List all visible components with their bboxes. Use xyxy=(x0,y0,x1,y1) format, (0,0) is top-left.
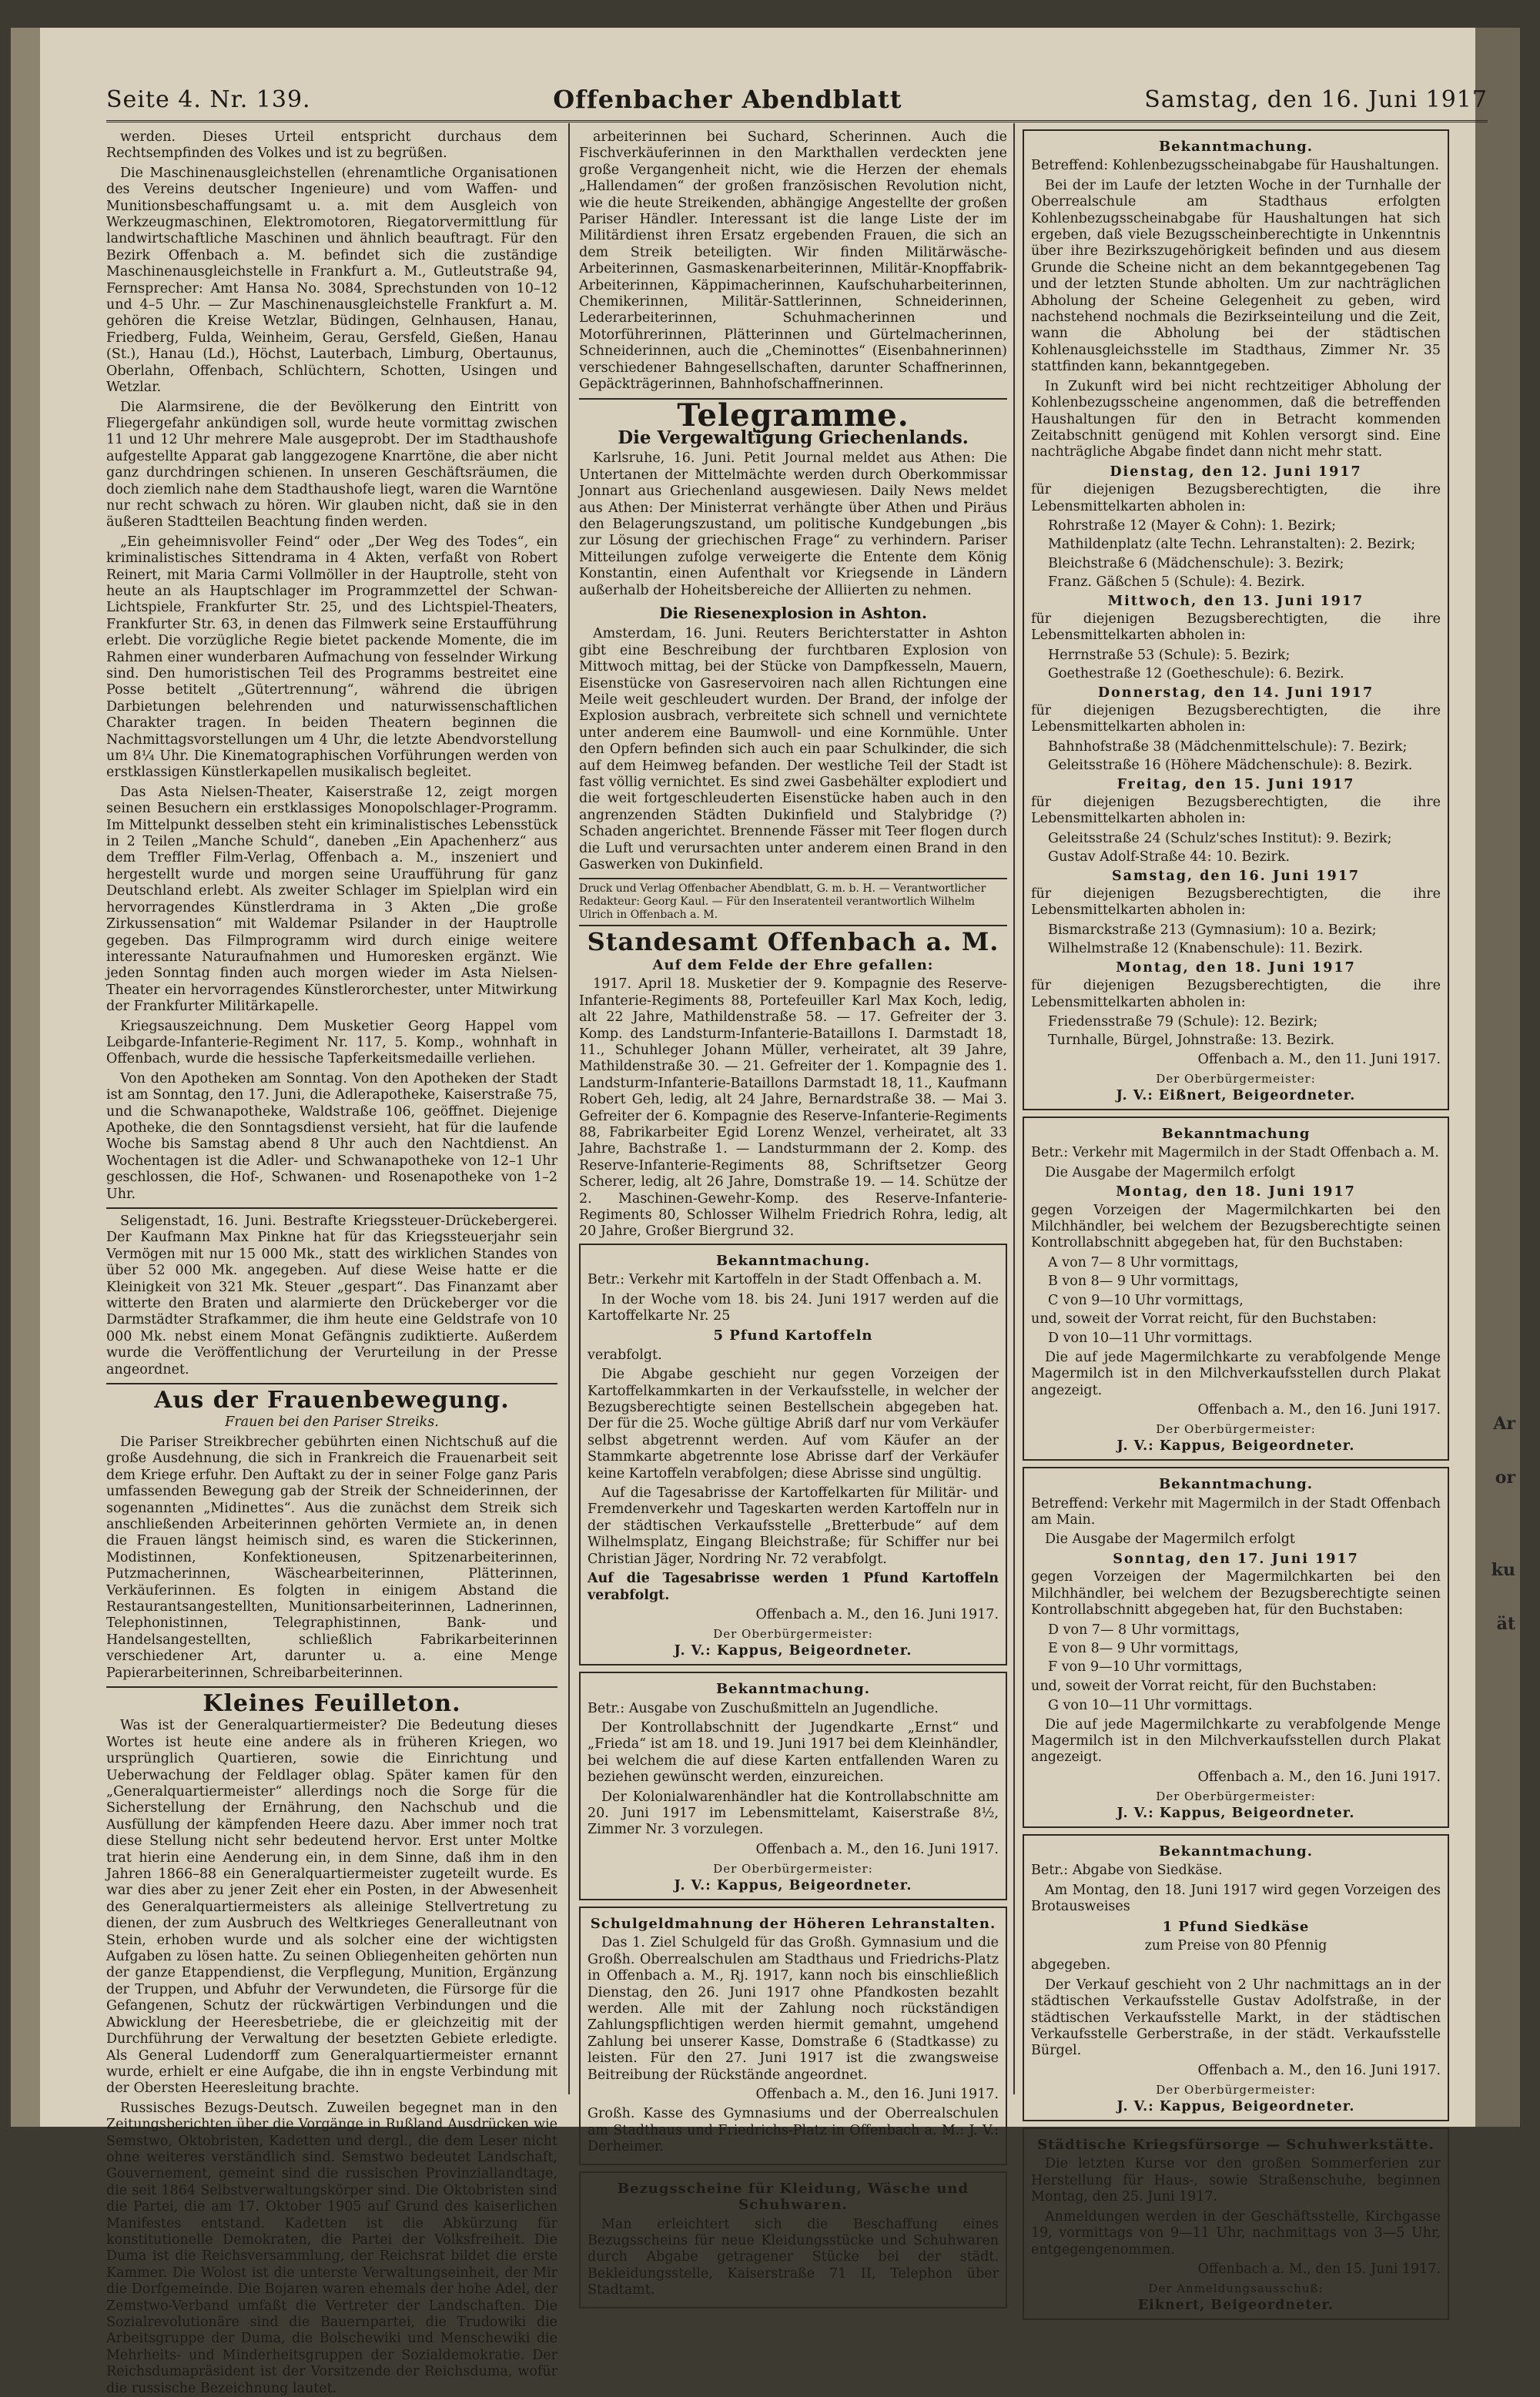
notice-signature: Großh. Kasse des Gymnasiums und der Oberrealschulen am Stadthaus und Friedrichs-Platz in Offenbach a. M.: J. V.: Derheimer. xyxy=(588,2106,999,2155)
notice-subject: Betr.: Verkehr mit Magermilch in der Stadt Offenbach a. M. xyxy=(1031,1145,1439,1161)
schedule-item: A von 7— 8 Uhr vormittags, xyxy=(1048,1254,1239,1270)
notice-subject: Betr.: Ausgabe von Zuschußmitteln an Jugendliche. xyxy=(588,1700,939,1716)
section-subheading: Frauen bei den Pariser Streiks. xyxy=(225,1414,439,1431)
notice-subject: Betreffend: Kohlenbezugsscheinabgabe für Haushaltungen. xyxy=(1031,158,1440,174)
article-paragraph: 1917. April 18. Musketier der 9. Kompagnie des Reserve-Infanterie-Regiments 88, Portefeuiller Karl Max Koch, ledig, alt 22 Jahre, Mathildenstraße 58. — 17. Gefreiter der 3. Komp. des Landsturm-Infanterie-Bataillons I. Darmstadt 18, 11., Schuhleger Johann Müller, verheiratet, alt 39 Jahre, Mathildenstraße 30. — 21. Gefreiter der 1. Kompagnie des 1. Landsturm-Infanterie-Bataillons Darmstadt 18, 11., Kaufmann Robert Geh, ledig, alt 24 Jahre, Bernardstraße 38. — Mai 3. Gefreiter der 6. Kompagnie des Reserve-Infanterie-Regiments 88, Fabrikarbeiter Egid Lorenz Wenzel, verheiratet, alt 33 Jahre, Bachstraße 1. — Landsturmmann der 2. Komp. des Reserve-Infanterie-Regiments 88, Schriftsetzer Georg Scherer, ledig, alt 26 Jahre, Domstraße 19. — 14. Schütze der 2. Maschinen-Gewehr-Komp. des Reserve-Infanterie-Regiments 80, Schlosser Wilhelm Friedrich Rohra, ledig, alt 20 Jahre, Großer Biergrund 32. xyxy=(579,976,1007,1240)
notice-subject: Betr.: Abgabe von Siedkäse. xyxy=(1031,1863,1223,1879)
notice-schulgeld xyxy=(579,1907,1007,2165)
schedule-intro: für diejenigen Bezugsberechtigten, die ihre Lebensmittelkarten abholen in: xyxy=(1031,886,1441,919)
notice-date: Offenbach a. M., den 16. Juni 1917. xyxy=(755,1841,999,1857)
notice-date: Offenbach a. M., den 16. Juni 1917. xyxy=(1197,1769,1441,1785)
schedule-item: Friedensstraße 79 (Schule): 12. Bezirk; xyxy=(1048,1013,1318,1029)
schedule-item: D von 7— 8 Uhr vormittags, xyxy=(1048,1622,1240,1638)
schedule-item: Geleitsstraße 16 (Höhere Mädchenschule): 8. Bezirk. xyxy=(1048,758,1413,774)
article-paragraph: Das Asta Nielsen-Theater, Kaiserstraße 12, zeigt morgen seinen Besuchern ein erstklassiges Monopolschlager-Programm. Im Mittelpunkt desselben steht ein kriminalistisches Lebensstück in 2 Teilen „Manche Schuld“, daneben „Ein Apachenherz“ aus dem Treffler Film-Verlag, Offenbach a. M., inszeniert und hergestellt wurde und morgen seine Uraufführung für ganz Deutschland erlebt. Als zweiter Schlager im Spielplan wird ein hervorragendes Künstlerdrama in 3 Akten „Die große Zirkussensation“ mit Waldemar Psilander in der Hauptrolle gegeben. Das Filmprogramm wird durch einige weitere interessante Naturaufnahmen und Humoresken ergänzt. Wie jeden Sonntag finden auch morgen wieder im Asta Nielsen-Theater ein hervorragendes Künstlerorchester, unter Mitwirkung der Frankfurter Militärkapelle. xyxy=(106,784,557,1015)
column-2 xyxy=(579,129,1007,2298)
section-rule xyxy=(106,1686,557,1688)
schedule-item: C von 9—10 Uhr vormittags, xyxy=(1048,1292,1244,1308)
notice-signature: J. V.: Kappus, Beigeordneter. xyxy=(1116,1438,1355,1454)
adjacent-page-edge xyxy=(1475,28,1520,2127)
notice-text: Man erleichtert sich die Beschaffung eines Bezugsscheins für neue Kleidungsstücke und Schuhwaren durch Abgabe getragener Stücke bei der städt. Bekleidungsstelle, Kaiserstraße 71 II, Telephon über Stadtamt. xyxy=(588,2216,999,2298)
schedule-item: Geleitsstraße 24 (Schulz'sches Institut): 9. Bezirk; xyxy=(1048,830,1392,846)
edge-fragment: ät xyxy=(1496,1614,1515,1634)
notice-signature: J. V.: Kappus, Beigeordneter. xyxy=(1116,1805,1355,1821)
article-paragraph: Kriegsauszeichnung. Dem Musketier Georg Happel vom Leibgarde-Infanterie-Regiment Nr. 117, 5. Komp., wohnhaft in Offenbach, wurde die hessische Tapferkeitsmedaille verliehen. xyxy=(106,1018,557,1067)
section-heading-telegramme: Telegramme. xyxy=(677,397,909,434)
notice-office: Der Oberbürgermeister: xyxy=(713,1862,873,1876)
schedule-item: Bahnhofstraße 38 (Mädchenmittelschule): 7. Bezirk; xyxy=(1048,738,1408,755)
notice-text: Am Montag, den 18. Juni 1917 wird gegen Vorzeigen des Brotausweises xyxy=(1031,1882,1441,1915)
schedule-day: Montag, den 18. Juni 1917 xyxy=(1116,1184,1356,1200)
notice-office: Der Oberbürgermeister: xyxy=(1156,1072,1316,1086)
notice-signature: J. V.: Kappus, Beigeordneter. xyxy=(674,1877,912,1893)
notice-office: Der Oberbürgermeister: xyxy=(1156,1422,1316,1437)
notice-kohlen xyxy=(1023,129,1449,1110)
notice-schuhwerkstaette xyxy=(1023,2128,1449,2320)
notice-date: Offenbach a. M., den 16. Juni 1917. xyxy=(1197,2062,1441,2078)
notice-jugendliche xyxy=(579,1672,1007,1900)
notice-text: gegen Vorzeigen der Magermilchkarten bei den Milchhändler, bei welchem der Bezugsberechtigte seinen Kontrollabschnitt abgegeben hat, für den Buchstaben: xyxy=(1031,1202,1441,1251)
issue-date: Samstag, den 16. Juni 1917 xyxy=(1144,85,1488,113)
imprint: Druck und Verlag Offenbacher Abendblatt, G. m. b. H. — Verantwortlicher Redakteur: Georg Kaul. — Für den Inseratenteil verantwortlich Wilhelm Ulrich in Offenbach a. M. xyxy=(579,878,1007,926)
notice-office: Der Oberbürgermeister: xyxy=(1156,2083,1316,2097)
article-paragraph: werden. Dieses Urteil entspricht durchaus dem Rechtsempfinden des Volkes und ist zu begrüßen. xyxy=(106,129,557,162)
notice-text: Die auf jede Magermilchkarte zu verabfolgende Menge Magermilch ist in den Milchverkaufsstellen durch Plakat angezeigt. xyxy=(1031,1349,1441,1398)
schedule-intro: für diejenigen Bezugsberechtigten, die ihre Lebensmittelkarten abholen in: xyxy=(1031,703,1441,735)
column-rule xyxy=(1013,123,1015,2094)
edge-fragment: or xyxy=(1495,1468,1515,1488)
notice-bezugsscheine xyxy=(579,2171,1007,2308)
notice-text: Das 1. Ziel Schulgeld für das Großh. Gymnasium und die Großh. Oberrealschulen am Stadthaus und Friedrichs-Platz in Offenbach a. M., Rj. 1917, kann noch bis einschließlich Dienstag, den 26. Juni 1917 ohne Pfandkosten bezahlt werden. Alle mit der Zahlung noch rückständigen Zahlungspflichtigen werden hiermit gemahnt, umgehend Zahlung bei unserer Kasse, Domstraße 6 (Stadtkasse) zu leisten. Für den 27. Juni 1917 ist die zwangsweise Beitreibung der Rückstände angeordnet. xyxy=(588,1935,999,2083)
notice-signature: Eiknert, Beigeordneter. xyxy=(1137,2297,1334,2313)
article-paragraph: Karlsruhe, 16. Juni. Petit Journal meldet aus Athen: Die Untertanen der Mittelmächte werden durch Oberkommissar Jonnart aus Griechenland ausgewiesen. Daily News meldet aus Athen: Der Ministerrat verhängte über Athen und Piräus den Belagerungszustand, um politische Kundgebungen „bis zur Lösung der griechischen Frage“ zu verhindern. Pariser Mitteilungen zufolge verweigerte die Entente dem König Konstantin, einen Aufenthalt vor Kriegsende in Ländern außerhalb der Hoheitsbereiche der Alliierten zu nehmen. xyxy=(579,450,1007,598)
schedule-item: D von 10—11 Uhr vormittags. xyxy=(1048,1331,1253,1347)
notice-amount: 5 Pfund Kartoffeln xyxy=(713,1327,873,1344)
schedule-day: Montag, den 18. Juni 1917 xyxy=(1116,959,1356,976)
page-number: Seite 4. Nr. 139. xyxy=(106,85,311,113)
notice-signature: J. V.: Kappus, Beigeordneter. xyxy=(1116,2098,1355,2114)
schedule-item: Franz. Gäßchen 5 (Schule): 4. Bezirk. xyxy=(1048,574,1305,591)
notice-title: Bekanntmachung. xyxy=(1158,1843,1314,1860)
schedule-item: B von 8— 9 Uhr vormittags, xyxy=(1048,1274,1239,1290)
schedule-item: Herrnstraße 53 (Schule): 5. Bezirk; xyxy=(1048,647,1291,663)
notice-kartoffeln xyxy=(579,1244,1007,1666)
notice-text: abgegeben. xyxy=(1031,1957,1111,1974)
notice-title: Bekanntmachung. xyxy=(1158,139,1314,155)
masthead-title: Offenbacher Abendblatt xyxy=(553,85,902,114)
notice-text: Die Abgabe geschieht nur gegen Vorzeigen der Kartoffelkammkarten in der Verkaufsstelle, in welcher der Bezugsberechtigte seinen Bestellschein abgegeben hat. Der für die 25. Woche gültige Abriß darf nur vom Verkäufer selbst abgetrennt werden. Auf vom Käufer an der Stammkarte abgetrennte lose Abrisse darf der Verkäufer keine Kartoffeln verabfolgen; diese Abrisse sind ungültig. xyxy=(588,1367,999,1481)
article-heading: Die Riesenexplosion in Ashton. xyxy=(659,603,927,622)
schedule-item: Mathildenplatz (alte Techn. Lehranstalten): 2. Bezirk; xyxy=(1048,537,1416,553)
notice-subject: Betreffend: Verkehr mit Magermilch in der Stadt Offenbach am Main. xyxy=(1031,1495,1441,1528)
article-paragraph: Was ist der Generalquartiermeister? Die Bedeutung dieses Wortes ist heute eine andere als in früheren Kriegen, wo ursprünglich Quartieren, sowie die Einrichtung und Ueberwachung der Feldlager oblag. Später kamen für den „Generalquartiermeister“ allerdings noch die Sorge für die Sicherstellung der Ernährung, den Nachschub und die Ausfüllung der kämpfenden Heere dazu. Aber immer noch trat diese Stellung nicht sehr bedeutend hervor. Erst unter Moltke trat hierin eine Aenderung ein, in dem Sinne, daß ihm in den Jahren 1866–88 ein Generalquartiermeister zugeteilt wurde. Es war dies aber zu jener Zeit eher ein Posten, in der Abwesenheit des Generalquartiermeisters als alleinige Stellvertretung zu dienen, der zum Ausbruch des Weltkrieges Generalleutnant von Stein, erhoben wurde und als solcher eine der wichtigsten Aufgaben zu lösen hatte. Zu seinen Obliegenheiten gehörten nun der ganze Etappendienst, die Verpflegung, Munition, Ergänzung der Truppen, und Abfuhr der Verwundeten, die Fürsorge für die Gefangenen, Schutz der rückwärtigen Verbindungen und die Abwicklung der Heeresbetriebe, die er gleichzeitig mit der Durchführung der Verwaltung der besetzten Gebiete erledigte. Als General Ludendorff zum Generalquartiermeister ernannt wurde, erhielt er eine Aufgabe, die ihn in engste Verbindung mit der Obersten Heeresleitung brachte. xyxy=(106,1718,557,2097)
notice-title: Bekanntmachung. xyxy=(715,1681,871,1698)
notice-text: Auf die Tagesabrisse werden 1 Pfund Kartoffeln verabfolgt. xyxy=(588,1571,999,1603)
notice-office: Der Oberbürgermeister: xyxy=(713,1627,873,1642)
schedule-item: G von 10—11 Uhr vormittags. xyxy=(1048,1698,1253,1714)
notice-title: Städtische Kriegsfürsorge — Schuhwerkstätte. xyxy=(1037,2137,1435,2154)
notice-signature: J. V.: Eißnert, Beigeordneter. xyxy=(1116,1087,1356,1103)
article-paragraph: arbeiterinnen bei Suchard, Scherinnen. Auch die Fischverkäuferinnen in den Markthallen verdeckten jene große Vergangenheit nicht, wie die Herzen der ehemals „Hallendamen“ der großen französischen Revolution nicht, wie die heute Streikenden, abhängige Angestellte der großen Pariser Händler. Interessant ist die lange Liste der im Militärdienst ihren Ersatz ergebenden Frauen, die sich an dem Streik beteiligten. Wir finden Militärwäsche-Arbeiterinnen, Gasmaskenarbeiterinnen, Militär-Knopffabrik-Arbeiterinnen, Käppimacherinnen, Kaufschuharbeiterinnen, Chemikerinnen, Militär-Sattlerinnen, Schneiderinnen, Lederarbeiterinnen, Schuhmacherinnen und Motorführerinnen, Plätterinnen und Gürtelmacherinnen, Schneiderinnen, auch die „Cheminottes“ (Eisenbahnerinnen) verschiedener Bahngesellschaften, darunter Schaffnerinnen, Gepäckträgerinnen, Bahnhofschaffnerinnen. xyxy=(579,129,1007,393)
notice-price: zum Preise von 80 Pfennig xyxy=(1144,1938,1327,1953)
notice-title: Bekanntmachung. xyxy=(715,1252,871,1269)
schedule-intro: für diejenigen Bezugsberechtigten, die ihre Lebensmittelkarten abholen in: xyxy=(1031,611,1441,644)
article-paragraph: Von den Apotheken am Sonntag. Von den Apotheken der Stadt ist am Sonntag, den 17. Juni, die Adlerapotheke, Kaiserstraße 75, und die Schwanapotheke, Waldstraße 106, geöffnet. Diejenige Apotheke, die den Sonntagsdienst versieht, hat für die laufende Woche bis Samstag abend 8 Uhr auch den Nachtdienst. An Wochentagen ist die Adler- und Schwanapotheke von 12–1 Uhr geschlossen, die Hof-, Schwanen- und Rosenapotheke von 1–2 Uhr. xyxy=(106,1070,557,1202)
notice-subject: Betr.: Verkehr mit Kartoffeln in der Stadt Offenbach a. M. xyxy=(588,1272,982,1288)
schedule-day: Donnerstag, den 14. Juni 1917 xyxy=(1097,685,1374,701)
notice-office: Der Anmeldungsausschuß: xyxy=(1148,2282,1324,2296)
notice-text: Auf die Tagesabrisse der Kartoffelkarten für Militär- und Fremdenverkehr und Tageskarten werden Kartoffeln nur in der städtischen Verkaufsstelle „Bretterbude“ auf dem Wilhelmsplatz, Eingang Bleichstraße; für Schiffer nur bei Christian Jäger, Nordring Nr. 72 verabfolgt. xyxy=(588,1485,999,1567)
article-paragraph: Die Alarmsirene, die der Bevölkerung den Eintritt von Fliegergefahr ankündigen soll, wurde heute vormittag zwischen 11 und 12 Uhr mehrere Male ausgeprobt. Der im Stadthaushofe aufgestellte Apparat gab langgezogene Knarrtöne, die aber nicht ganz durchdringen schienen. In unseren Geschäftsräumen, die doch ziemlich nahe dem Stadthaushofe liegt, waren die Warntöne nur recht schwach zu hören. Wir glauben nicht, daß sie in den äußeren Stadtteilen Beachtung finden werden. xyxy=(106,399,557,531)
notice-text: In Zukunft wird bei nicht rechtzeitiger Abholung der Kohlenbezugsscheine angenommen, daß die betreffenden Haushaltungen für den in Betracht kommenden Zeitabschnitt genügend mit Kohlen versorgt sind. Eine nachträgliche Abgabe findet dann nicht mehr statt. xyxy=(1031,378,1441,460)
article-paragraph: Die Maschinenausgleichstellen (ehrenamtliche Organisationen des Vereins deutscher Ingenieure) und vom Waffen- und Munitionsbeschaffungsamt u. a. mit dem Ausgleich von Werkzeugmaschinen, Elektromotoren, Riegatorvermittlung für landwirtschaftliche Maschinen und ähnlich beauftragt. Für den Bezirk Offenbach a. M. befindet sich die zuständige Maschinenausgleichstelle in Frankfurt a. M., Gutleutstraße 94, Fernsprecher: Amt Hansa No. 3084, Sprechstunden von 10–12 und 4–5 Uhr. — Zur Maschinenausgleichstelle Frankfurt a. M. gehören die Kreise Wetzlar, Büdingen, Gelnhausen, Hanau, Friedberg, Fulda, Weinheim, Gerau, Gersfeld, Gießen, Hanau (St.), Hanau (Ld.), Höchst, Lauterbach, Limburg, Obertaunus, Oberlahn, Offenbach, Schlüchtern, Schotten, Usingen und Wetzlar. xyxy=(106,165,557,396)
notice-text: Die letzten Kurse vor den großen Sommerferien zur Herstellung für Haus-, sowie Straßenschuhe, beginnen Montag, den 25. Juni 1917. xyxy=(1031,2156,1441,2205)
header-rule xyxy=(106,120,1488,122)
column-1 xyxy=(106,129,557,2396)
notice-signature: J. V.: Kappus, Beigeordneter. xyxy=(674,1642,912,1659)
notice-date: Offenbach a. M., den 16. Juni 1917. xyxy=(755,1606,999,1622)
schedule-intro: für diejenigen Bezugsberechtigten, die ihre Lebensmittelkarten abholen in: xyxy=(1031,795,1441,827)
notice-text: gegen Vorzeigen der Magermilchkarten bei den Milchhändler, bei welchem der Bezugsberechtigte seinen Kontrollabschnitt abgegeben hat, für den Buchstaben: xyxy=(1031,1569,1441,1619)
column-3 xyxy=(1023,129,1449,2313)
article-paragraph: Amsterdam, 16. Juni. Reuters Berichterstatter in Ashton gibt eine Beschreibung der furchtbaren Explosion von Mittwoch mittag, bei der Stücke von Dampfkesseln, Mauern, Eisenstücke von Gasreservoiren nach allen Richtungen eine Meile weit geschleudert wurden. Der Brand, der infolge der Explosion ausbrach, verbreitete sich schnell und vernichtete unter anderem eine Baumwoll- und eine Kornmühle. Unter den Opfern befinden sich auch ein paar Schulkinder, die sich auf dem Heimweg befanden. Der westliche Teil der Stadt ist fast völlig vernichtet. Es sind zwei Gasbehälter explodiert und die weit fortgeschleuderten Eisenstücke haben auch in den angrenzenden Städten Dukinfield und Stalybridge (?) Schaden angerichtet. Brennende Fässer mit Teer flogen durch die Luft und verursachten unter anderem einen Brand in den Gaswerken von Dukinfield. xyxy=(579,626,1007,873)
section-heading-frauenbewegung: Aus der Frauenbewegung. xyxy=(154,1387,510,1414)
schedule-day: Sonntag, den 17. Juni 1917 xyxy=(1113,1551,1359,1567)
notice-text: Der Kolonialwarenhändler hat die Kontrollabschnitte am 20. Juni 1917 im Lebensmittelamt, Kaiserstraße 8½, Zimmer Nr. 3 vorzulegen. xyxy=(588,1789,999,1838)
section-heading-feuilleton: Kleines Feuilleton. xyxy=(203,1689,461,1717)
column-rule xyxy=(568,123,570,2094)
notice-date: Offenbach a. M., den 15. Juni 1917. xyxy=(1197,2261,1441,2277)
binding-strip xyxy=(11,28,40,2127)
notice-magermilch-sonntag xyxy=(1023,1467,1449,1828)
notice-text: Bei der im Laufe der letzten Woche in der Turnhalle der Oberrealschule am Stadthaus erfolgten Kohlenbezugsscheinabgabe für Haushaltungen hat sich ergeben, daß viele Bezugsscheinberechtigte in Unkenntnis über ihre Bezirkszugehörigkeit befinden und aus diesem Grunde die Scheine nicht an dem bekanntgegebenen Tag und der letzten Stunde abholten. Um zur nachträglichen Abholung der Scheine Gelegenheit zu geben, wird nachstehend nochmals die Bezirkseinteilung und die Zeit, wann die Abholung bei der städtischen Kohlenausgleichsstelle im Stadthaus, Zimmer Nr. 35 stattfinden kann, bekanntgegeben. xyxy=(1031,177,1441,375)
notice-date: Offenbach a. M., den 11. Juni 1917. xyxy=(1197,1051,1441,1067)
notice-magermilch-montag xyxy=(1023,1116,1449,1461)
notice-amount: 1 Pfund Siedkäse xyxy=(1162,1918,1310,1935)
notice-date: Offenbach a. M., den 16. Juni 1917. xyxy=(755,2087,999,2103)
article-paragraph: „Ein geheimnisvoller Feind“ oder „Der Weg des Todes“, ein kriminalistisches Sittendrama in 4 Akten, verfaßt von Robert Reinert, mit Maria Carmi Vollmöller in der Hauptrolle, steht von heute an als Hauptschlager im Programmzettel der Schwan-Lichtspiele, Frankfurter Str. 25, und des Lichtspiel-Theaters, Frankfurter Str. 63, in denen das Filmwerk seine Erstaufführung erlebt. Die vorzügliche Regie bietet packende Momente, die im Rahmen einer wunderbaren Aufmachung von fesselnder Wirkung sind. Den humoristischen Teil des Programms bestreitet eine Posse betitelt „Gütertrennung“, während die übrigen Darbietungen belehrenden und naturwissenschaftlichen Charakter tragen. In beiden Theatern beginnen die Nachmittagsvorstellungen um 4 Uhr, die letzte Abendvorstellung um 8¼ Uhr. Die Kinematographischen Vorführungen werden von erstklassigen Künstlerkapellen musikalisch begleitet. xyxy=(106,534,557,781)
page-header xyxy=(106,82,1488,117)
notice-office: Der Oberbürgermeister: xyxy=(1156,1789,1316,1804)
schedule-day: Dienstag, den 12. Juni 1917 xyxy=(1110,464,1362,480)
schedule-item: Goethestraße 12 (Goetheschule): 6. Bezirk. xyxy=(1048,666,1344,682)
notice-text: und, soweit der Vorrat reicht, für den Buchstaben: xyxy=(1031,1311,1377,1327)
notice-title: Bekanntmachung. xyxy=(1158,1476,1314,1493)
section-rule xyxy=(106,1207,557,1209)
notice-title: Bezugsscheine für Kleidung, Wäsche und Schuhwaren. xyxy=(617,2180,969,2214)
notice-date: Offenbach a. M., den 16. Juni 1917. xyxy=(1197,1402,1441,1418)
notice-text: In der Woche vom 18. bis 24. Juni 1917 werden auf die Kartoffelkarte Nr. 25 xyxy=(588,1291,999,1324)
notice-text: Anmeldungen werden in der Geschäftsstelle, Kirchgasse 19, vormittags von 9—11 Uhr, nachmittags von 3—5 Uhr, entgegengenommen. xyxy=(1031,2208,1441,2258)
schedule-item: E von 8— 9 Uhr vormittags, xyxy=(1048,1640,1239,1656)
notice-title: Schulgeldmahnung der Höheren Lehranstalten. xyxy=(590,1916,996,1932)
schedule-intro: für diejenigen Bezugsberechtigten, die ihre Lebensmittelkarten abholen in: xyxy=(1031,482,1441,514)
schedule-item: Wilhelmstraße 12 (Knabenschule): 11. Bezirk. xyxy=(1048,941,1363,957)
notice-text: verabfolgt. xyxy=(588,1347,662,1363)
edge-fragment: ku xyxy=(1491,1560,1515,1580)
notice-title: Bekanntmachung xyxy=(1161,1125,1311,1142)
notice-text: Der Kontrollabschnitt der Jugendkarte „Ernst“ und „Frieda“ ist am 18. und 19. Juni 1917 bei dem Kleinhändler, bei welchem die auf diese Karten entfallenden Waren zu beziehen gewünscht werden, einzureichen. xyxy=(588,1719,999,1786)
schedule-day: Mittwoch, den 13. Juni 1917 xyxy=(1107,593,1364,609)
article-paragraph: Seligenstadt, 16. Juni. Bestrafte Kriegssteuer-Drückebergerei. Der Kaufmann Max Pinkne hat für das Kriegssteuerjahr sein Vermögen mit nur 15 000 Mk., statt des wirklichen Standes von über 52 000 Mk. angegeben. Auf diese Weise hatte er die Kleinigkeit von 321 Mk. Steuer „gespart“. Das Finanzamt aber witterte den Braten und alarmierte den Drückeberger vor die Darmstädter Strafkammer, die ihm heute eine Geldstrafe von 10 000 Mk. nebst einem Monat Gefängnis zudiktierte. Außerdem wurde die Veröffentlichung der Verurteilung in der Presse angeordnet. xyxy=(106,1214,557,1378)
section-heading-standesamt: Standesamt Offenbach a. M. xyxy=(587,927,999,957)
section-rule xyxy=(106,1383,557,1384)
article-paragraph: Die Pariser Streikbrecher gebührten einen Nichtschuß auf die große Ausdehnung, die sich in Frankreich die Frauenarbeit seit dem Kriege erfuhr. Den Auftakt zu der in seiner Folge ganz Paris umfassenden Bewegung gab der Streik der Schneiderinnen, der sogenannten „Midinettes“. Aus die zunächst dem Streik sich anschließenden Arbeiterinnen gehörten Vermiete an, in denen die Frauen längst heimisch sind, es waren die Stickerinnen, Modistinnen, Konfektioneusen, Spitzenarbeiterinnen, Putzmacherinnen, Wäschearbeiterinnen, Plätterinnen, Verkäuferinnen. Es folgten in einigem Abstand die Restaurantsangestellten, Munitionsarbeiterinnen, Ladnerinnen, Telephonistinnen, Telegraphistinnen, Bank- und Handelsangestellten, schließlich Fabrikarbeiterinnen verschiedener Art, darunter u. a. eine Menge Papierarbeiterinnen, Schreibarbeiterinnen. xyxy=(106,1434,557,1681)
schedule-item: Gustav Adolf-Straße 44: 10. Bezirk. xyxy=(1048,849,1291,865)
schedule-day: Freitag, den 15. Juni 1917 xyxy=(1116,776,1355,792)
article-paragraph: Russisches Bezugs-Deutsch. Zuweilen begegnet man in den Zeitungsberichten über die Vorgänge in Rußland Ausdrücken wie Semstwo, Oktobristen, Kadetten und dergl., die dem Leser nicht ohne weiteres verständlich sind. Semstwo bedeutet Landschaft, Gouvernement, gemeint sind die russischen Provinziallandtage, die seit 1864 Selbstverwaltungskörper sind. Die Oktobristen sind die Partei, die am 17. Oktober 1905 auf Grund des kaiserlichen Manifestes entstand. Kadetten ist die Abkürzung für konstitutionelle Demokraten, die Partei der Volksfreiheit. Die Duma ist die Reichsversammlung, der Reichsrat bildet die erste Kammer. Die Wolost ist die unterste Verwaltungseinheit, der Mir die Dorfgemeinde. Die Bojaren waren ehemals der hohe Adel, der Zemstwo-Verband umfaßt die Vertreter der Landschaften. Die Sozialrevolutionäre sind die Bauernpartei, die Trudowiki die Arbeitsgruppe der Duma, die Bolschewiki und Menschewiki die Mehrheits- und Minderheitsgruppen der Sozialdemokratie. Der Reichsdumapräsident ist der Vorsitzende der Reichsduma, wofür die russische Bezeichnung lautet. xyxy=(106,2100,557,2396)
notice-text: und, soweit der Vorrat reicht, für den Buchstaben: xyxy=(1031,1678,1377,1694)
edge-fragment: Ar xyxy=(1493,1414,1515,1434)
schedule-item: F von 9—10 Uhr vormittags, xyxy=(1048,1659,1243,1676)
section-subheading: Auf dem Felde der Ehre gefallen: xyxy=(652,956,934,973)
schedule-item: Bleichstraße 6 (Mädchenschule): 3. Bezirk; xyxy=(1048,555,1344,571)
article-heading: Die Vergewaltigung Griechenlands. xyxy=(618,427,969,448)
schedule-day: Samstag, den 16. Juni 1917 xyxy=(1111,868,1361,884)
notice-text: Die Ausgabe der Magermilch erfolgt xyxy=(1045,1164,1295,1180)
notice-siedkaese xyxy=(1023,1834,1449,2121)
schedule-item: Turnhalle, Bürgel, Johnstraße: 13. Bezirk. xyxy=(1048,1033,1335,1049)
notice-text: Der Verkauf geschieht von 2 Uhr nachmittags an in der städtischen Verkaufsstelle Gustav Adolfstraße, in der städtischen Verkaufsstelle Markt, in der städtischen Verkaufsstelle Gerberstraße, in der städt. Verkaufsstelle Bürgel. xyxy=(1031,1977,1441,2059)
notice-text: Die auf jede Magermilchkarte zu verabfolgende Menge Magermilch ist in den Milchverkaufsstellen durch Plakat angezeigt. xyxy=(1031,1716,1441,1766)
schedule-item: Bismarckstraße 213 (Gymnasium): 10 a. Bezirk; xyxy=(1048,922,1377,938)
notice-text: Die Ausgabe der Magermilch erfolgt xyxy=(1045,1532,1295,1548)
schedule-intro: für diejenigen Bezugsberechtigten, die ihre Lebensmittelkarten abholen in: xyxy=(1031,978,1441,1010)
schedule-item: Rohrstraße 12 (Mayer & Cohn): 1. Bezirk; xyxy=(1048,517,1337,534)
